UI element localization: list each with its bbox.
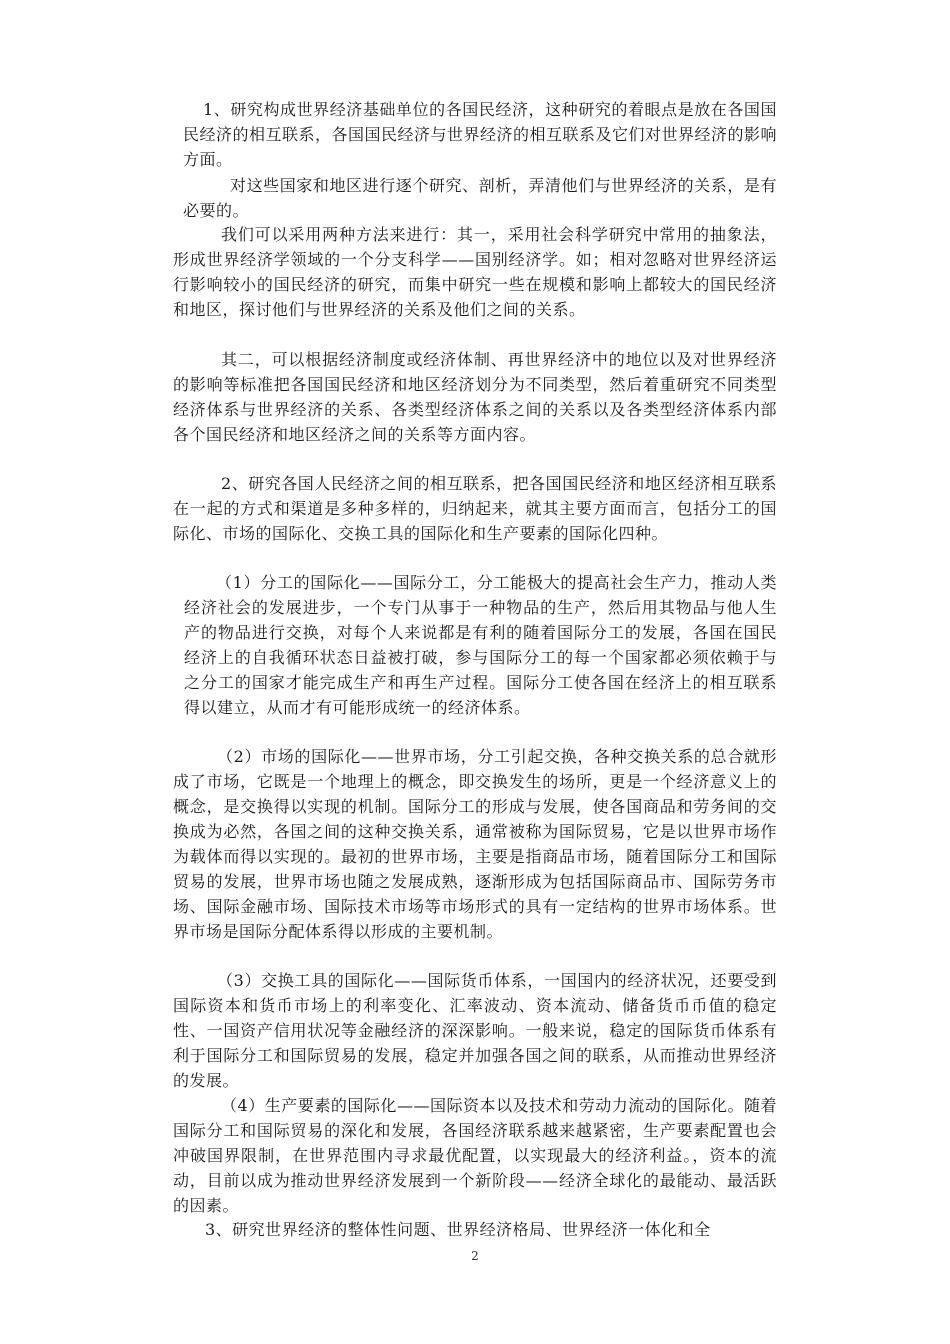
- page-number: 2: [471, 1249, 479, 1263]
- paragraph-3: 我们可以采用两种方法来进行：其一，采用社会科学研究中常用的抽象法，形成世界经济学领域的一个分支科学——国别经济学。如；相对忽略对世界经济运行影响较小的国民经济的研究，而集中研究一些在规模和影响上都较大的国民经济和地区，探讨他们与世界经济的关系及他们之间的关系。: [173, 225, 777, 319]
- paragraph-2: 对这些国家和地区进行逐个研究、剖析，弄清他们与世界经济的关系，是有必要的。: [183, 176, 777, 220]
- paragraph-9: （4）生产要素的国际化——国际资本以及技术和劳动力流动的国际化。随着国际分工和国际贸易的深化和发展，各国经济联系越来越紧密，生产要素配置也会冲破国界限制，在世界范围内寻求最优配置，以实现最大的经济利益。，资本的流动，目前以成为推动世界经济发展到一个新阶段——经济全球化的最能动、最活跃的因素。: [173, 1096, 777, 1215]
- paragraph-8: （3）交换工具的国际化——国际货币体系，一国国内的经济状况，还要受到国际资本和货币市场上的利率变化、汇率波动、资本流动、储备货币币值的稳定性、一国资产信用状况等金融经济的深深影响。一般来说，稳定的国际货币体系有利于国际分工和国际贸易的发展，稳定并加强各国之间的联系，从而推动世界经济的发展。: [173, 971, 777, 1090]
- paragraph-1: 1、研究构成世界经济基础单位的各国民经济，这种研究的着眼点是放在各国国民经济的相互联系，各国国民经济与世界经济的相互联系及它们对世界经济的影响方面。: [183, 100, 778, 169]
- paragraph-4: 其二，可以根据经济制度或经济体制、再世界经济中的地位以及对世界经济的影响等标准把各国国民经济和地区经济划分为不同类型，然后着重研究不同类型经济体系与世界经济的关系、各类型经济体系之间的关系以及各类型经济体系内部各个国民经济和地区经济之间的关系等方面内容。: [173, 350, 777, 444]
- paragraph-10: 3、研究世界经济的整体性问题、世界经济格局、世界经济一体化和全: [205, 1220, 711, 1239]
- paragraph-7: （2）市场的国际化——世界市场，分工引起交换，各种交换关系的总合就形成了市场，它既是一个地理上的概念，即交换发生的场所，更是一个经济意义上的概念，是交换得以实现的机制。国际分工的形成与发展，使各国商品和劳务间的交换成为必然，各国之间的这种交换关系，通常被称为国际贸易，它是以世界市场作为载体而得以实现的。最初的世界市场，主要是指商品市场，随着国际分工和国际贸易的发展，世界市场也随之发展成熟，逐渐形成为包括国际商品市、国际劳务市场、国际金融市场、国际技术市场等市场形式的具有一定结构的世界市场体系。世界市场是国际分配体系得以形成的主要机制。: [173, 747, 777, 941]
- paragraph-5: 2、研究各国人民经济之间的相互联系，把各国国民经济和地区经济相互联系在一起的方式和渠道是多种多样的，归纳起来，就其主要方面而言，包括分工的国际化、市场的国际化、交换工具的国际化和生产要素的国际化四种。: [173, 474, 777, 543]
- paragraph-6: （1）分工的国际化——国际分工，分工能极大的提高社会生产力，推动人类经济社会的发展进步，一个专门从事于一种物品的生产，然后用其物品与他人生产的物品进行交换，对每个人来说都是有利的随着国际分工的发展，各国在国民经济上的自我循环状态日益被打破，参与国际分工的每一个国家都必须依赖于与之分工的国家才能完成生产和再生产过程。国际分工使各国在经济上的相互联系得以建立，从而才有可能形成统一的经济体系。: [184, 573, 777, 717]
